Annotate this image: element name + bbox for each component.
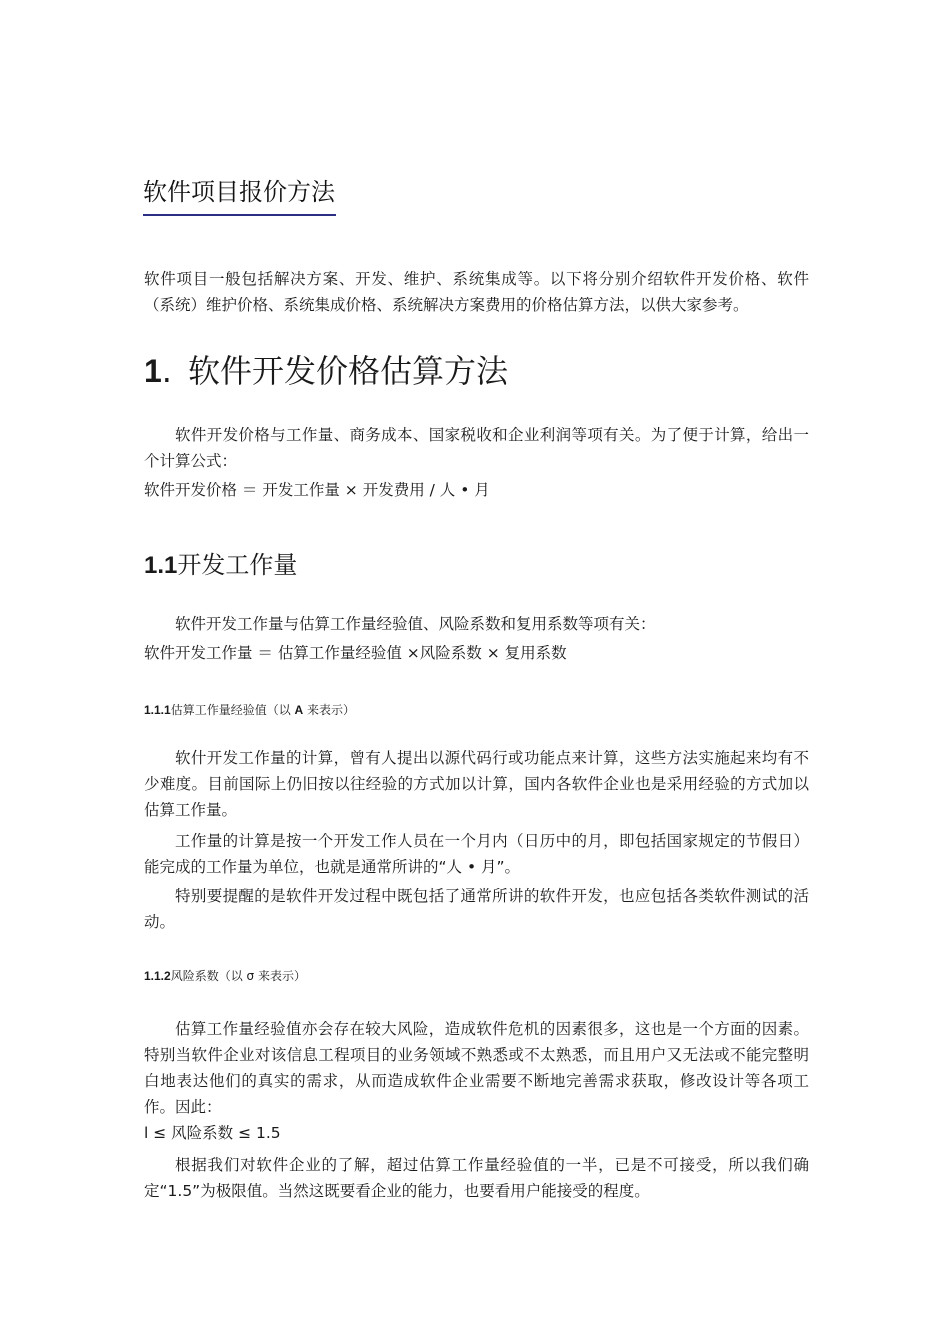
section-1-1-formula: 软件开发工作量 ＝ 估算工作量经验值 ×风险系数 × 复用系数 (144, 644, 567, 662)
section-1-1-2-title: 风险系数（以 σ 来表示） (170, 969, 306, 983)
section-1-1-2-paragraph-2: 根据我们对软件企业的了解，超过估算工作量经验值的一半，已是不可接受，所以我们确定“1.5”为极限值。当然这既要看企业的能力，也要看用户能接受的程度。 (144, 1156, 809, 1200)
section-1-formula: 软件开发价格 ＝ 开发工作量 × 开发费用 / 人 • 月 (144, 481, 490, 499)
section-1-title: 软件开发价格估算方法 (187, 352, 508, 390)
section-1-1-1-title-post: 来表示） (303, 703, 356, 717)
section-1-1-paragraph: 软件开发工作量与估算工作量经验值、风险系数和复用系数等项有关： (175, 615, 656, 633)
section-1-1-title: 开发工作量 (177, 551, 298, 579)
section-1-1-1-title-pre: 估算工作量经验值（以 (170, 703, 295, 717)
title-underline (143, 214, 336, 216)
document-title: 软件项目报价方法 (143, 178, 335, 206)
section-1-1-1-number: 1.1.1 (144, 703, 171, 717)
section-1-1-2-heading (144, 967, 306, 985)
section-1-paragraph: 软件开发价格与工作量、商务成本、国家税收和企业利润等项有关。为了便于计算，给出一个计算公式： (144, 426, 809, 470)
intro-paragraph: 软件项目一般包括解决方案、开发、维护、系统集成等。以下将分别介绍软件开发价格、软件（系统）维护价格、系统集成价格、系统解决方案费用的价格估算方法，以供大家参考。 (144, 270, 809, 314)
section-1-1-1-paragraph-2: 工作量的计算是按一个开发工作人员在一个月内（日历中的月，即包括国家规定的节假日）能完成的工作量为单位，也就是通常所讲的“人 • 月”。 (144, 832, 809, 876)
section-1-1-2-number: 1.1.2 (144, 969, 171, 983)
section-1-1-1-paragraph-3: 特别要提醒的是软件开发过程中既包括了通常所讲的软件开发，也应包括各类软件测试的活动。 (144, 887, 809, 931)
section-1-1-heading (144, 547, 297, 584)
section-1-1-2-formula: l ≤ 风险系数 ≤ 1.5 (144, 1124, 281, 1142)
section-1-number: 1 (144, 353, 162, 389)
section-1-heading (144, 348, 508, 394)
section-1-separator: . (161, 352, 172, 390)
section-1-1-number: 1.1 (144, 552, 178, 579)
section-1-1-1-title-symbol: A (294, 703, 304, 717)
section-1-1-1-heading (144, 701, 355, 719)
section-1-1-2-paragraph-1: 估算工作量经验值亦会存在较大风险，造成软件危机的因素很多，这也是一个方面的因素。特别当软件企业对该信息工程项目的业务领域不熟悉或不太熟悉，而且用户又无法或不能完整明白地表达他们的真实的需求，从而造成软件企业需要不断地完善需求获取，修改设计等各项工作。因此： (144, 1020, 809, 1116)
document-title-block (143, 175, 335, 209)
section-1-1-1-paragraph-1: 软什开发工作量的计算，曾有人提出以源代码行或功能点来计算，这些方法实施起来均有不少难度。目前国际上仍旧按以往经验的方式加以计算，国内各软件企业也是采用经验的方式加以估算工作量。 (144, 749, 809, 819)
